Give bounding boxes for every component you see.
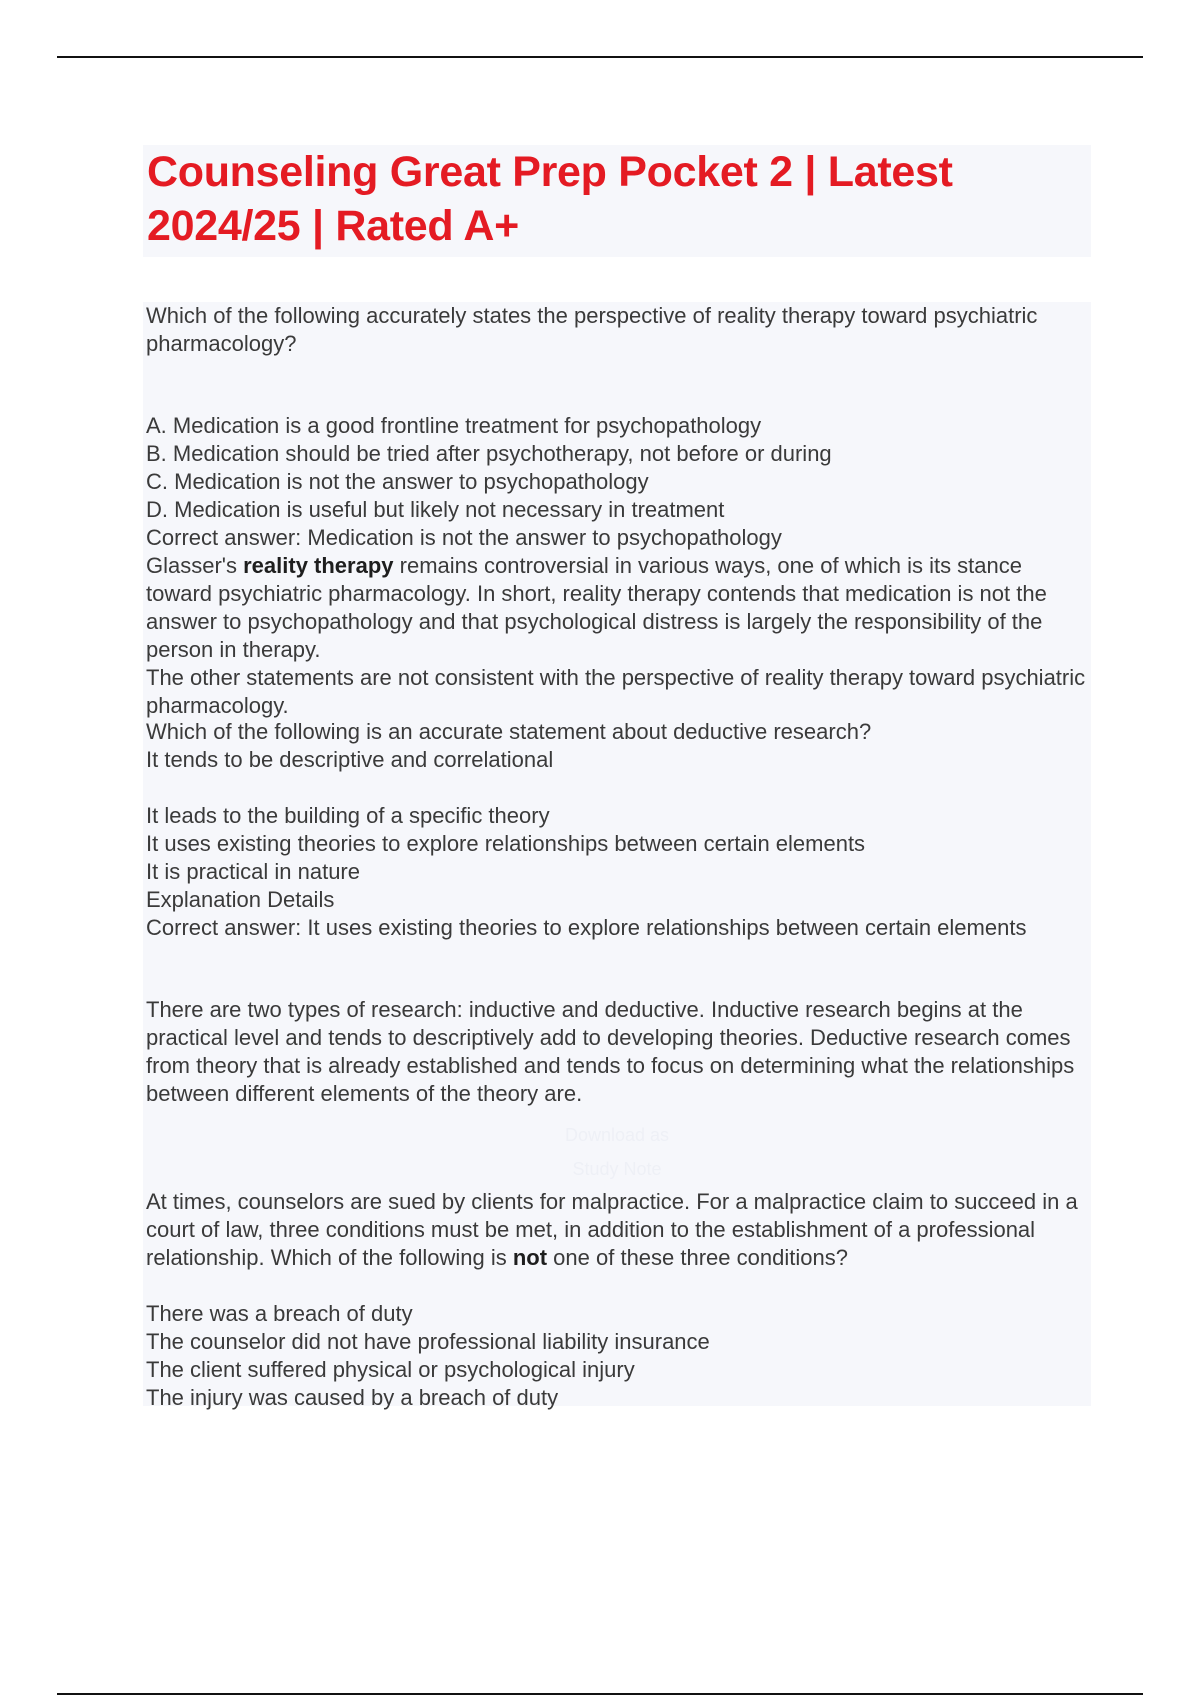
q2-explanation: There are two types of research: inductive and deductive. Inductive research begins at the practical level and tends to descriptively add to developing theories. Deductive research comes from theory that is already established and tends to focus on determining what the relationships between different elements of the theory are. [146, 997, 1075, 1106]
q2-option-2: It leads to the building of a specific theory [146, 803, 550, 828]
q1-option-a: A. Medication is a good frontline treatment for psychopathology [146, 413, 762, 438]
q3-option-2: The counselor did not have professional liability insurance [146, 1329, 710, 1354]
q3-question-prefix: At times, counselors are sued by clients for malpractice. For a malpractice claim to succeed in a court of law, three conditions must be met, in addition to the establishment of a professional relationship. Which of the following is [146, 1189, 1078, 1270]
content-body [143, 302, 1091, 1410]
q3-option-1: There was a breach of duty [146, 1301, 413, 1326]
q3-option-3: The client suffered physical or psychological injury [146, 1357, 635, 1382]
q2-explanation-label: Explanation Details [146, 887, 335, 912]
q2-option-3: It uses existing theories to explore relationships between certain elements [146, 831, 866, 856]
q1-explanation [146, 552, 1088, 664]
q3-option-4: The injury was caused by a breach of duty [146, 1385, 559, 1410]
q1-option-d: D. Medication is useful but likely not necessary in treatment [146, 497, 725, 522]
q1-question: Which of the following accurately states the perspective of reality therapy toward psychiatric pharmacology? [146, 303, 1038, 356]
q1-explanation-prefix: Glasser's [146, 553, 244, 578]
q1-explanation-term: reality therapy [243, 553, 394, 578]
q3-question-emphasis: not [512, 1245, 548, 1270]
q3-question [146, 1188, 1088, 1272]
q1-option-c: C. Medication is not the answer to psychopathology [146, 469, 649, 494]
q2-question: Which of the following is an accurate statement about deductive research? [146, 719, 872, 744]
watermark-line-2: Study Note [572, 1159, 662, 1179]
document-title: Counseling Great Prep Pocket 2 | Latest 2024/25 | Rated A+ [147, 148, 953, 250]
bottom-rule [57, 1693, 1143, 1695]
q1-explanation-2: The other statements are not consistent with the perspective of reality therapy toward psychiatric pharmacology. [146, 665, 1086, 718]
watermark-line-1: Download as [564, 1125, 670, 1145]
title-block [143, 145, 1091, 257]
q1-explanation-rest: remains controversial in various ways, one of which is its stance toward psychiatric pharmacology. In short, reality therapy contends that medication is not the answer to psychopathology and that psychological distress is largely the responsibility of the person in therapy. [146, 553, 1047, 662]
q1-correct-answer: Correct answer: Medication is not the answer to psychopathology [146, 525, 782, 550]
q2-correct-answer: Correct answer: It uses existing theories to explore relationships between certain elements [146, 915, 1027, 940]
q2-option-1: It tends to be descriptive and correlational [146, 747, 554, 772]
q2-option-4: It is practical in nature [146, 859, 360, 884]
top-rule [57, 56, 1143, 58]
q1-option-b: B. Medication should be tried after psychotherapy, not before or during [146, 441, 832, 466]
q3-question-suffix: one of these three conditions? [547, 1245, 848, 1270]
